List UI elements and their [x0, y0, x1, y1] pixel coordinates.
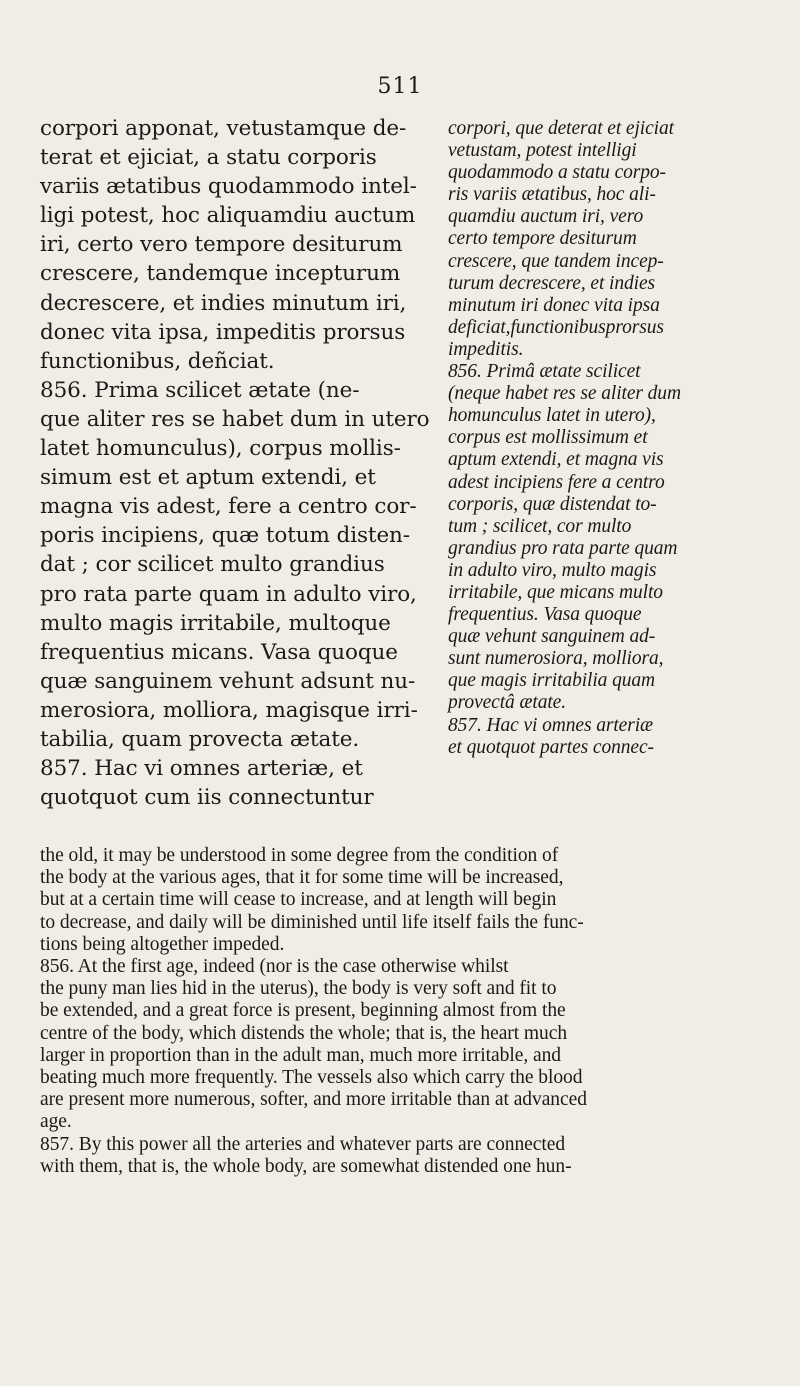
ordo-line: vetustam, potest intelligi [448, 140, 637, 162]
ordo-line: deficiat,functionibusprorsus [448, 316, 664, 338]
translation-line: tions being altogether impeded. [40, 933, 285, 955]
translation-line: larger in proportion than in the adult man, much more irritable, and [40, 1044, 561, 1066]
latin-line: terat et ejiciat, a statu corporis [40, 145, 377, 171]
latin-line: dat ; cor scilicet multo grandius [40, 552, 385, 578]
ordo-line: aptum extendi, et magna vis [448, 449, 664, 471]
ordo-line: 857. Hac vi omnes arteriæ [448, 714, 653, 736]
ordo-line: homunculus latet in utero), [448, 405, 656, 427]
translation-line: 857. By this power all the arteries and whatever parts are connected [40, 1133, 566, 1155]
latin-line: tabilia, quam provecta ætate. [40, 726, 360, 752]
latin-line: simum est et aptum extendi, et [40, 465, 376, 491]
latin-line: variis ætatibus quodammodo intel- [40, 174, 417, 200]
translation-line: the old, it may be understood in some degree from the condition of [40, 845, 559, 866]
latin-line: iri, certo vero tempore desiturum [40, 232, 403, 258]
latin-text-column [40, 114, 436, 812]
ordo-line: certo tempore desiturum [448, 228, 637, 250]
latin-line: 857. Hac vi omnes arteriæ, et [40, 756, 363, 782]
ordo-line: irritabile, que micans multo [448, 581, 663, 603]
ordo-line: in adulto viro, multo magis [448, 559, 657, 581]
ordo-line: tum ; scilicet, cor multo [448, 515, 632, 537]
latin-line: corpori apponat, vetustamque de- [40, 116, 407, 141]
english-translation [40, 845, 780, 1178]
ordo-line: sunt numerosiora, molliora, [448, 648, 664, 670]
ordo-line: turum decrescere, et indies [448, 272, 656, 294]
ordo-line: ris variis ætatibus, hoc ali- [448, 184, 656, 206]
translation-line: beating much more frequently. The vessels also which carry the blood [40, 1067, 583, 1089]
translation-line: are present more numerous, softer, and more irritable than at advanced [40, 1089, 587, 1111]
ordo-line: quamdiu auctum iri, vero [448, 206, 644, 228]
ordo-line: provectâ ætate. [448, 692, 566, 714]
latin-line: functionibus, deñciat. [40, 348, 275, 374]
ordo-line: crescere, que tandem incep- [448, 250, 664, 272]
ordo-line: grandius pro rata parte quam [448, 537, 678, 559]
translation-line: the puny man lies hid in the uterus), the body is very soft and fit to [40, 978, 557, 1000]
column-divider [40, 809, 780, 810]
ordo-line: adest incipiens fere a centro [448, 471, 665, 493]
ordo-line: quodammodo a statu corpo- [448, 162, 666, 184]
latin-line: quotquot cum iis connectuntur [40, 785, 374, 811]
ordo-line: frequentius. Vasa quoque [448, 604, 642, 626]
translation-line: with them, that is, the whole body, are somewhat distended one hun- [40, 1155, 572, 1177]
ordo-line: que magis irritabilia quam [448, 670, 656, 692]
latin-line: donec vita ipsa, impeditis prorsus [40, 319, 406, 345]
latin-line: pro rata parte quam in adulto viro, [40, 581, 417, 607]
translation-line: the body at the various ages, that it for some time will be increased, [40, 867, 564, 889]
ordo-line: et quotquot partes connec- [448, 736, 654, 758]
translation-line: centre of the body, which distends the whole; that is, the heart much [40, 1022, 568, 1044]
latin-line: frequentius micans. Vasa quoque [40, 639, 398, 665]
translation-line: age. [40, 1111, 72, 1133]
ordo-line: corporis, quæ distendat to- [448, 493, 657, 515]
translation-line: 856. At the first age, indeed (nor is the case otherwise whilst [40, 956, 509, 978]
page-number: 511 [377, 74, 423, 99]
translation-line: but at a certain time will cease to increase, and at length will begin [40, 889, 557, 911]
ordo-line: minutum iri donec vita ipsa [448, 294, 660, 316]
translation-line: be extended, and a great force is present, beginning almost from the [40, 1000, 566, 1022]
latin-line: ligi potest, hoc aliquamdiu auctum [40, 203, 416, 229]
ordo-line: impeditis. [448, 338, 524, 360]
ordo-line: corpori, que deterat et ejiciat [448, 118, 674, 139]
latin-line: multo magis irritabile, multoque [40, 610, 391, 636]
ordo-text-column [448, 118, 768, 759]
latin-line: decrescere, et indies minutum iri, [40, 290, 407, 316]
latin-line: magna vis adest, fere a centro cor- [40, 494, 417, 520]
ordo-line: corpus est mollissimum et [448, 427, 648, 449]
latin-line: 856. Prima scilicet ætate (ne- [40, 377, 360, 403]
latin-line: que aliter res se habet dum in utero [40, 406, 430, 432]
translation-line: to decrease, and daily will be diminished until life itself fails the func- [40, 911, 584, 933]
ordo-line: 856. Primâ ætate scilicet [448, 361, 641, 383]
latin-line: crescere, tandemque incepturum [40, 261, 401, 287]
latin-line: poris incipiens, quæ totum disten- [40, 523, 410, 549]
latin-line: quæ sanguinem vehunt adsunt nu- [40, 668, 416, 694]
ordo-line: (neque habet res se aliter dum [448, 383, 681, 405]
latin-line: latet homunculus), corpus mollis- [40, 436, 401, 462]
latin-line: merosiora, molliora, magisque irri- [40, 697, 418, 723]
ordo-line: quæ vehunt sanguinem ad- [448, 626, 656, 648]
